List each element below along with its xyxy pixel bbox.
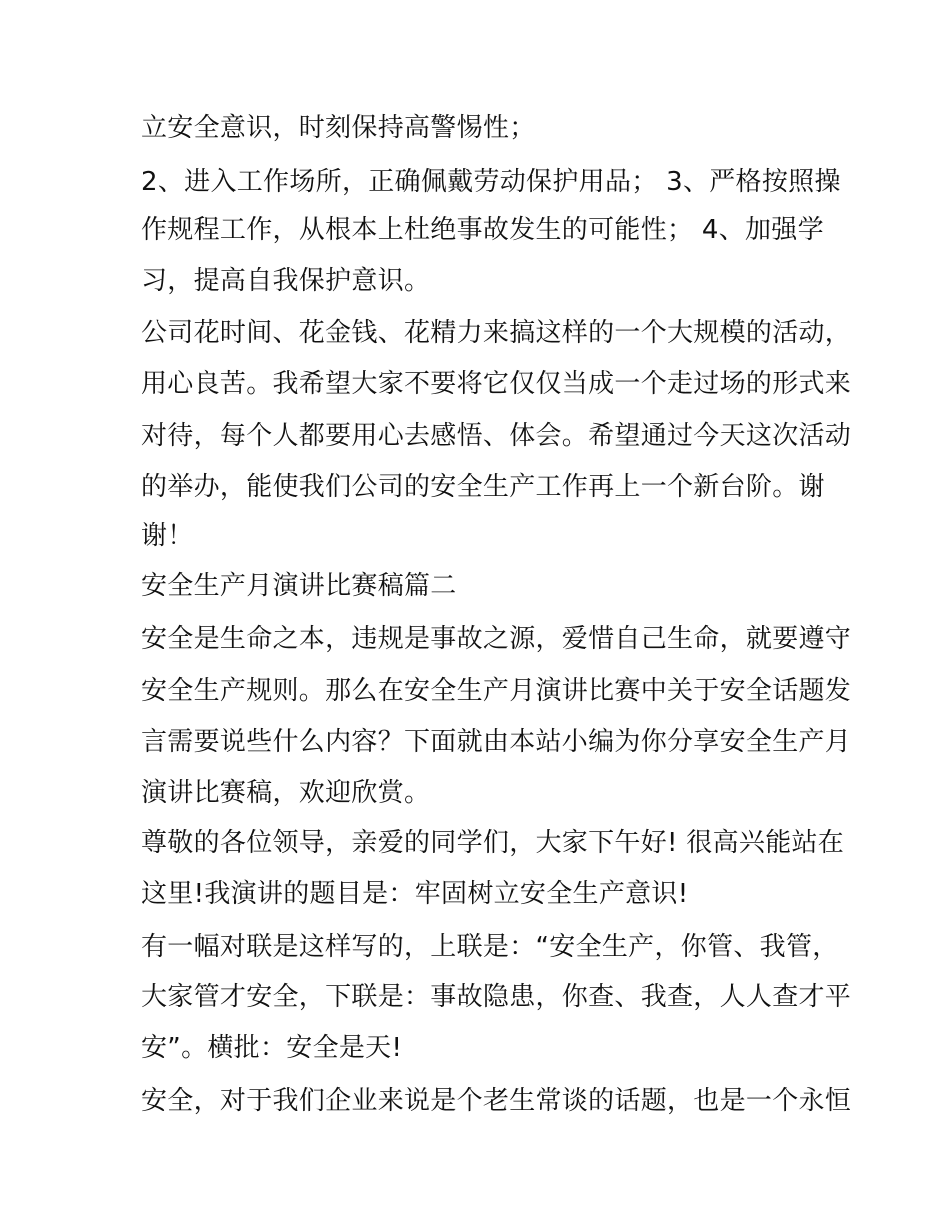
text-line: 的举办，能使我们公司的安全生产工作再上一个新台阶。谢 (141, 472, 825, 502)
text-line: 大家管才安全，下联是：事故隐患，你查、我查，人人查才平 (141, 982, 852, 1012)
text-line: 用心良苦。我希望大家不要将它仅仅当成一个走过场的形式来 (141, 369, 852, 399)
text-line: 习，提高自我保护意识。 (141, 266, 431, 296)
text-line: 立安全意识，时刻保持高警惕性； (141, 113, 536, 143)
text-line: 2、进入工作场所，正确佩戴劳动保护用品； 3、严格按照操 (141, 167, 841, 197)
text-line: 有一幅对联是这样写的，上联是：“安全生产，你管、我管， (141, 932, 839, 962)
text-line: 作规程工作，从根本上杜绝事故发生的可能性； 4、加强学 (141, 215, 824, 245)
section-heading: 安全生产月演讲比赛稿篇二 (141, 571, 457, 601)
text-line: 对待，每个人都要用心去感悟、体会。希望通过今天这次活动 (141, 421, 852, 451)
text-line: 安全是生命之本，违规是事故之源，爱惜自己生命，就要遵守 (141, 624, 852, 654)
text-line: 安全生产规则。那么在安全生产月演讲比赛中关于安全话题发 (141, 676, 852, 706)
text-line: 安全，对于我们企业来说是个老生常谈的话题，也是一个永恒 (141, 1086, 852, 1116)
text-line: 演讲比赛稿，欢迎欣赏。 (141, 778, 431, 808)
text-line: 言需要说些什么内容？下面就由本站小编为你分享安全生产月 (141, 727, 852, 757)
text-line: 谢！ (141, 521, 194, 551)
text-line: 安”。横批：安全是天! (141, 1033, 403, 1063)
text-line: 公司花时间、花金钱、花精力来搞这样的一个大规模的活动， (141, 318, 852, 348)
text-line: 尊敬的各位领导，亲爱的同学们，大家下午好! 很高兴能站在 (141, 828, 845, 858)
text-line: 这里!我演讲的题目是：牢固树立安全生产意识! (141, 879, 689, 909)
